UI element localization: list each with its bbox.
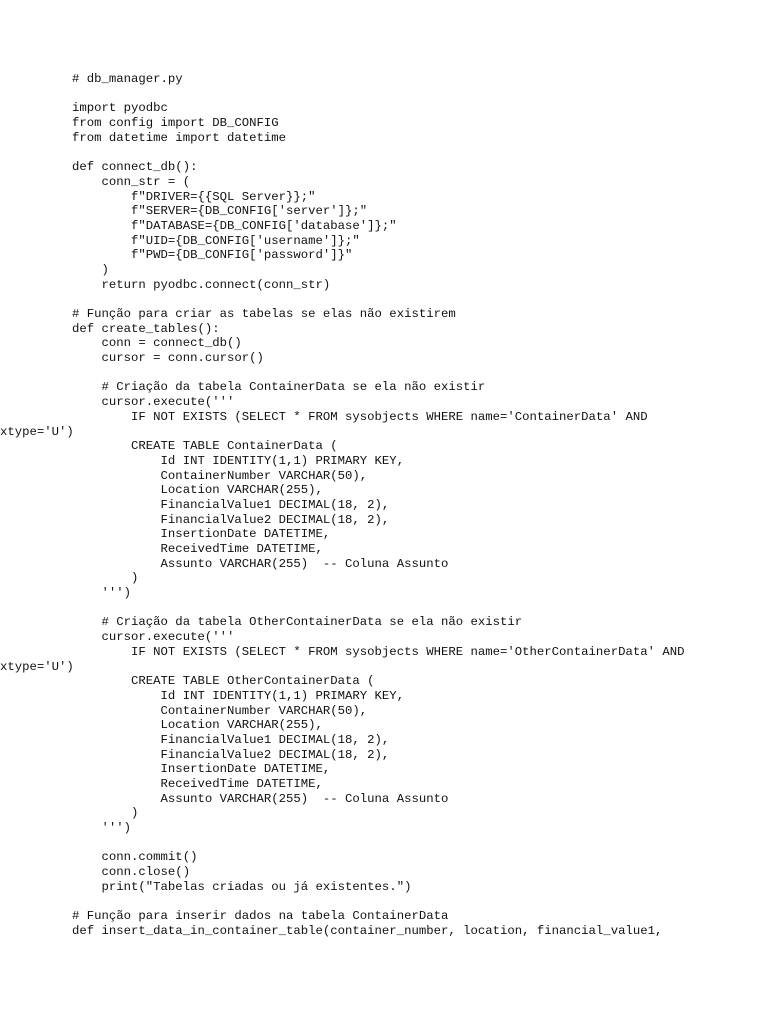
code-line: from config import DB_CONFIG bbox=[72, 116, 279, 131]
code-line: FinancialValue1 DECIMAL(18, 2), bbox=[72, 732, 390, 747]
code-line: ContainerNumber VARCHAR(50), bbox=[72, 468, 368, 483]
code-line: ) bbox=[72, 571, 139, 586]
code-line bbox=[72, 601, 752, 616]
code-line: InsertionDate DATETIME, bbox=[72, 762, 331, 777]
code-line bbox=[72, 87, 752, 102]
code-line: ReceivedTime DATETIME, bbox=[72, 542, 323, 556]
code-line: Id INT IDENTITY(1,1) PRIMARY KEY, bbox=[72, 453, 405, 468]
code-line: def insert_data_in_container_table(container_number, location, financial_value1, bbox=[72, 923, 663, 938]
code-line: # Função para inserir dados na tabela ContainerData bbox=[72, 909, 449, 924]
code-line: FinancialValue2 DECIMAL(18, 2), bbox=[72, 747, 390, 762]
code-line: conn.close() bbox=[72, 865, 191, 880]
code-line: ''') bbox=[72, 821, 132, 836]
code-line bbox=[72, 895, 752, 910]
code-line: FinancialValue1 DECIMAL(18, 2), bbox=[72, 497, 390, 512]
code-line: ReceivedTime DATETIME, bbox=[72, 777, 323, 791]
code-line: CREATE TABLE OtherContainerData ( bbox=[72, 674, 375, 689]
code-line: conn.commit() bbox=[72, 850, 198, 865]
code-line: conn = connect_db() bbox=[72, 336, 242, 351]
code-line: import pyodbc bbox=[72, 101, 168, 116]
code-line: IF NOT EXISTS (SELECT * FROM sysobjects WHERE name='ContainerData' AND bbox=[72, 409, 648, 424]
code-line: f"UID={DB_CONFIG['username']};" bbox=[72, 233, 360, 248]
code-line: CREATE TABLE ContainerData ( bbox=[72, 439, 338, 454]
code-line: ) bbox=[72, 806, 139, 821]
code-line: FinancialValue2 DECIMAL(18, 2), bbox=[72, 512, 390, 527]
code-line: f"DATABASE={DB_CONFIG['database']};" bbox=[72, 218, 397, 233]
code-line: ''') bbox=[72, 586, 132, 601]
code-line: Location VARCHAR(255), bbox=[72, 718, 323, 733]
code-line bbox=[72, 366, 752, 381]
code-line: def connect_db(): bbox=[72, 160, 198, 175]
code-line: f"PWD={DB_CONFIG['password']}" bbox=[72, 248, 353, 263]
code-line: Assunto VARCHAR(255) -- Coluna Assunto bbox=[72, 556, 449, 571]
code-line: from datetime import datetime bbox=[72, 130, 287, 145]
code-line: ) bbox=[72, 262, 109, 277]
code-line: ContainerNumber VARCHAR(50), bbox=[72, 703, 368, 718]
code-line: cursor = conn.cursor() bbox=[72, 351, 264, 366]
code-line: xtype='U') bbox=[0, 424, 74, 439]
code-line: cursor.execute(''' bbox=[72, 395, 235, 410]
code-line: conn_str = ( bbox=[72, 174, 191, 189]
code-line: # Função para criar as tabelas se elas não existirem bbox=[72, 307, 456, 321]
code-line: return pyodbc.connect(conn_str) bbox=[72, 277, 331, 292]
code-line: xtype='U') bbox=[0, 659, 74, 674]
code-line: InsertionDate DATETIME, bbox=[72, 527, 331, 542]
code-line: f"DRIVER={{SQL Server}};" bbox=[72, 189, 316, 204]
code-line bbox=[72, 836, 752, 851]
code-line: def create_tables(): bbox=[72, 321, 220, 336]
code-line: Id INT IDENTITY(1,1) PRIMARY KEY, bbox=[72, 688, 405, 703]
code-line: # Criação da tabela ContainerData se ela não existir bbox=[72, 380, 486, 395]
code-line bbox=[72, 292, 752, 307]
code-line: IF NOT EXISTS (SELECT * FROM sysobjects WHERE name='OtherContainerData' AND bbox=[72, 644, 685, 659]
code-listing bbox=[0, 72, 752, 939]
file-name-comment: # db_manager.py bbox=[72, 72, 183, 86]
code-line bbox=[72, 145, 752, 160]
code-line: print("Tabelas criadas ou já existentes.") bbox=[72, 879, 412, 894]
code-line: cursor.execute(''' bbox=[72, 630, 235, 645]
code-line: Assunto VARCHAR(255) -- Coluna Assunto bbox=[72, 791, 449, 806]
code-line: # Criação da tabela OtherContainerData se ela não existir bbox=[72, 615, 523, 630]
code-line: Location VARCHAR(255), bbox=[72, 483, 323, 498]
code-line: f"SERVER={DB_CONFIG['server']};" bbox=[72, 204, 368, 219]
